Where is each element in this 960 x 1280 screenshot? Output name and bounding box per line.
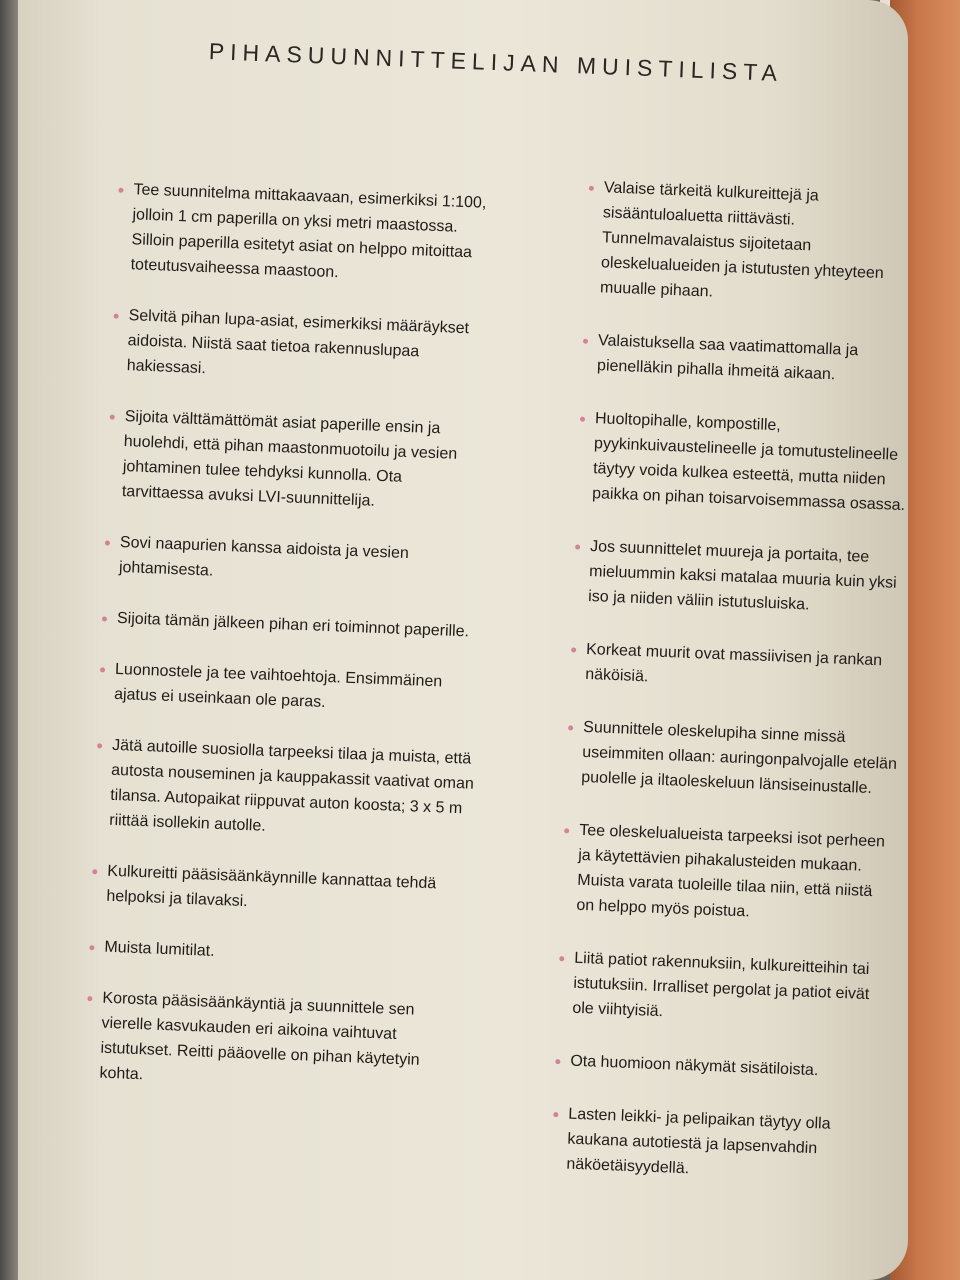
bullet-icon (575, 544, 580, 549)
bullet-icon (571, 647, 576, 652)
left-list-item (89, 934, 470, 974)
bullet-icon (114, 314, 119, 319)
left-list-item-text: Sijoita tämän jälkeen pihan eri toiminnot paperille. (116, 609, 470, 641)
page-content (18, 0, 908, 1280)
right-list-item (557, 945, 890, 1033)
bullet-icon (105, 540, 110, 545)
right-list-item (585, 175, 908, 313)
left-list-item (104, 529, 486, 594)
left-list-item (84, 985, 468, 1100)
left-list-item-text: Selvitä pihan lupa-asiat, esimerkiksi määräykset aidoista. Niistä saat tietoa rakennuslupaa hakiessasi. (126, 307, 470, 378)
bullet-icon (100, 667, 105, 672)
bullet-icon (97, 743, 102, 748)
right-list-item-text: Liitä patiot rakennuksiin, kulkureitteihin tai istutuksiin. Irralliset pergolat ja patiot eivät ole viihtyisiä. (572, 949, 870, 1021)
right-list-item-text: Korkeat muurit ovat massiivisen ja rankan näköisiä. (584, 640, 883, 686)
bullet-icon (555, 1059, 560, 1064)
book-page (18, 0, 908, 1280)
bullet-icon (118, 188, 123, 193)
left-list-item (111, 303, 494, 393)
left-list-item (106, 404, 490, 519)
left-list-item (115, 177, 499, 292)
right-list-item-text: Valaistuksella saa vaatimattomalla ja pienelläkin pihalla ihmeitä aikaan. (596, 332, 859, 384)
right-list-item-text: Huoltopihalle, kompostille, pyykinkuivaustelineelle ja tomutustelineelle täytyy voida kulkea esteettä, mutta niiden paikka on pihan toisarvoisemmassa osassa. (591, 410, 906, 515)
right-list-item-text: Jos suunnittelet muureja ja portaita, tee mieluummin kaksi matalaa muuria kuin yksi iso ja niiden väliin istutusluiska. (587, 538, 897, 614)
bullet-icon (564, 828, 569, 833)
left-list-item (102, 605, 483, 645)
right-list-item (566, 714, 899, 802)
right-list-item (561, 817, 895, 930)
right-list-item (551, 1101, 884, 1189)
right-list-item (570, 636, 902, 699)
left-list-item (99, 656, 481, 721)
bullet-icon (89, 945, 94, 950)
right-list-item-text: Tee oleskelualueista tarpeeksi isot perheen ja käytettävien pihakalusteiden mukaan. Muista varata tuoleille tilaa niin, että niistä on helppo myös poistua. (576, 821, 886, 921)
right-column-list (550, 175, 908, 1217)
left-list-item-text: Tee suunnitelma mittakaavaan, esimerkiksi 1:100, jolloin 1 cm paperilla on yksi metri maastossa. Silloin paperilla esitetyt asiat on helppo mitoittaa toteutusvaiheessa maastoon. (130, 181, 487, 282)
left-list-item-text: Sovi naapurien kanssa aidoista ja vesien johtamisesta. (118, 533, 410, 580)
left-list-item-text: Sijoita välttämättömät asiat paperille ensin ja huolehdi, että pihan maastonmuotoilu ja vesien johtaminen tulee tehdyksi kunnolla. Ota tarvittaessa avuksi LVI-suunnittelija. (121, 408, 458, 510)
left-list-item (91, 858, 473, 923)
right-list-item (555, 1048, 886, 1086)
bullet-icon (87, 996, 92, 1001)
right-list-item-text: Lasten leikki- ja pelipaikan täytyy olla kaukana autotiestä ja lapsenvahdin näköetäisyydellä. (566, 1105, 831, 1178)
bullet-icon (559, 956, 564, 961)
bullet-icon (553, 1112, 558, 1117)
left-list-item-text: Muista lumitilat. (104, 938, 215, 960)
left-list-item-text: Korosta pääsisäänkäyntiä ja suunnittele sen vierelle kasvukauden eri aikoina vaihtuvat istutukset. Reitti pääovelle on pihan käytetyin kohta. (99, 989, 420, 1084)
bullet-icon (110, 414, 115, 419)
bullet-icon (568, 725, 573, 730)
page-title: PIHASUUNNITTELIJAN MUISTILISTA (208, 38, 784, 87)
right-list-item (573, 533, 906, 621)
left-list-item-text: Jätä autoille suosiolla tarpeeksi tilaa ja muista, että autosta nouseminen ja kauppakassit vaativat oman tilansa. Autopaikat riippuvat auton koosta; 3 x 5 m riittää isollekin autolle. (108, 736, 475, 835)
right-list-item (582, 328, 908, 391)
right-list-item-text: Suunnittele oleskelupiha sinne missä useimmiten ollaan: auringonpalvojalle etelän puolelle ja iltaoleskeluun länsiseinustalle. (580, 718, 898, 798)
left-list-item-text: Luonnostele ja tee vaihtoehtoja. Ensimmäinen ajatus ei useinkaan ole paras. (113, 660, 443, 711)
bullet-icon (92, 869, 97, 874)
bullet-icon (589, 186, 594, 191)
left-list-item-text: Kulkureitti pääsisäänkäynnille kannattaa tehdä helpoksi ja tilavaksi. (106, 862, 437, 911)
right-list-item-text: Ota huomioon näkymät sisätiloista. (570, 1052, 819, 1080)
right-list-item (577, 406, 908, 519)
right-list-item-text: Valaise tärkeitä kulkureittejä ja sisääntuloaluetta riittävästi. Tunnelmavalaistus sijoitetaan oleskelualueiden ja istutusten yhteyteen muualle pihaan. (599, 179, 885, 301)
bullet-icon (102, 616, 107, 621)
left-list-item (94, 732, 478, 847)
left-column-list (83, 177, 499, 1126)
bullet-icon (583, 339, 588, 344)
bullet-icon (580, 417, 585, 422)
